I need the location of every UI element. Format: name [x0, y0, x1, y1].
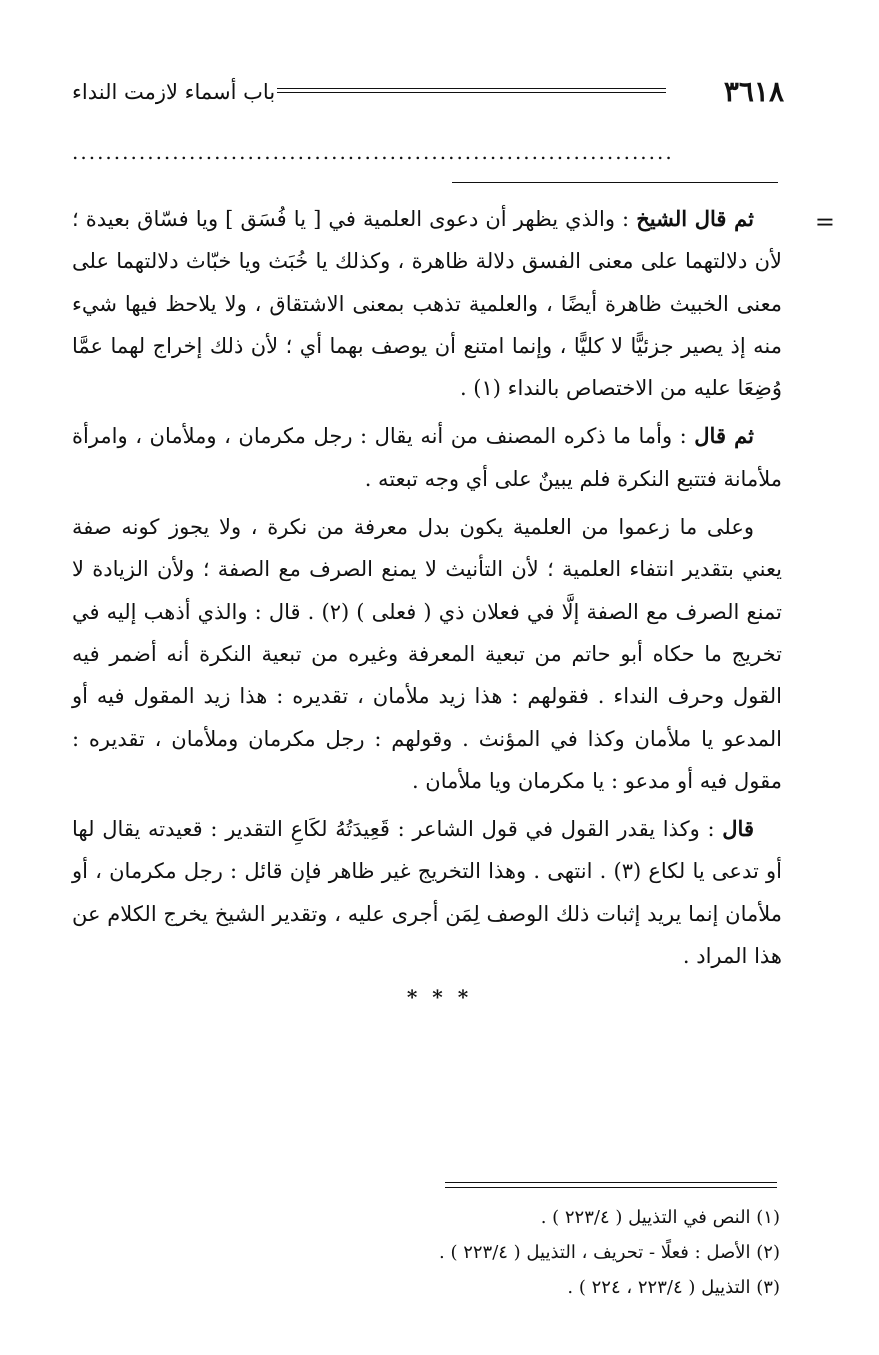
paragraph-1: [72, 198, 782, 409]
footnote-2: (٢) الأصل : فعلًا - تحريف ، التذييل ( ٢٢٣/٤ ) .: [439, 1242, 780, 1263]
paragraph-4: [72, 808, 782, 977]
page-header: [72, 72, 784, 112]
paragraph-2-text: : وأما ما ذكره المصنف من أنه يقال : رجل مكرمان ، وملأمان ، وامرأة ملأمانة فتتبع النكرة فلم يبينٌ على أي وجه تبعته .: [72, 424, 782, 491]
paragraph-1-lead: ثم قال الشيخ: [636, 206, 755, 231]
chapter-title: باب أسماء لازمت النداء: [72, 80, 276, 104]
footnote-rule: [445, 1182, 777, 1188]
header-double-rule: [277, 88, 666, 93]
main-text: [72, 198, 782, 977]
paragraph-3: [72, 506, 782, 802]
paragraph-1-text: : والذي يظهر أن دعوى العلمية في [ يا فُسَق ] ويا فسّاق بعيدة ؛ لأن دلالتهما على معنى الفسق دلالة ظاهرة ، وكذلك يا خُبَث ويا خبّاث دلالتهما على معنى الخبيث ظاهرة أيضًا ، والعلمية تذهب بمعنى الاشتقاق ، ولا يلاحظ فيها شيء منه إذ يصير جزئيًّا لا كليًّا ، وإنما امتنع أن يوصف بهما أي ؛ لأن ذلك إخراج لهما عمَّا وُضِعَا عليه من الاختصاص بالنداء (١) .: [72, 207, 782, 401]
continuation-mark: =: [814, 208, 835, 236]
section-rule: [452, 182, 778, 183]
elision-dotted-line: ........................................................................: [72, 140, 674, 164]
footnote-1: (١) النص في التذييل ( ٢٢٣/٤ ) .: [540, 1207, 780, 1228]
paragraph-4-text: : وكذا يقدر القول في قول الشاعر : قَعِيدَتُهُ لكَاعِ التقدير : قعيدته يقال لها أو تدعى يا لكاع (٣) . انتهى . وهذا التخريج غير ظاهر فإن قائل : رجل مكرمان ، أو ملأمان إنما يريد إثبات ذلك الوصف لِمَن أجرى عليه ، وتقدير الشيخ يخرج الكلام عن هذا المراد .: [72, 817, 782, 969]
paragraph-2: [72, 415, 782, 500]
footnote-3: (٣) التذييل ( ٢٢٣/٤ ، ٢٢٤ ) .: [567, 1277, 780, 1298]
paragraph-3-text: وعلى ما زعموا من العلمية يكون بدل معرفة من نكرة ، ولا يجوز كونه صفة يعني بتقدير انتفاء العلمية ؛ لأن التأنيث لا يمنع الصرف مع الصفة ؛ ولأن الزيادة لا تمنع الصرف مع الصفة إلَّا في فعلان ذي ( فعلى ) (٢) . قال : والذي أذهب إليه في تخريج ما حكاه أبو حاتم من تبعية المعرفة وغيره من تبعية النكرة أنه أضمر فيه القول وحرف النداء . فقولهم : هذا زيد ملأمان ، تقديره : هذا زيد المقول فيه أو المدعو يا ملأمان وكذا في المؤنث . وقولهم : رجل مكرمان وملأمان ، تقديره : مقول فيه أو مدعو : يا مكرمان ويا ملأمان .: [72, 515, 782, 793]
paragraph-2-lead: ثم قال: [694, 423, 754, 449]
paragraph-4-lead: قال: [722, 816, 754, 842]
footnotes: [72, 1200, 780, 1305]
section-separator: * * *: [406, 985, 473, 1009]
page-number: ٣٦١٨: [723, 75, 784, 108]
